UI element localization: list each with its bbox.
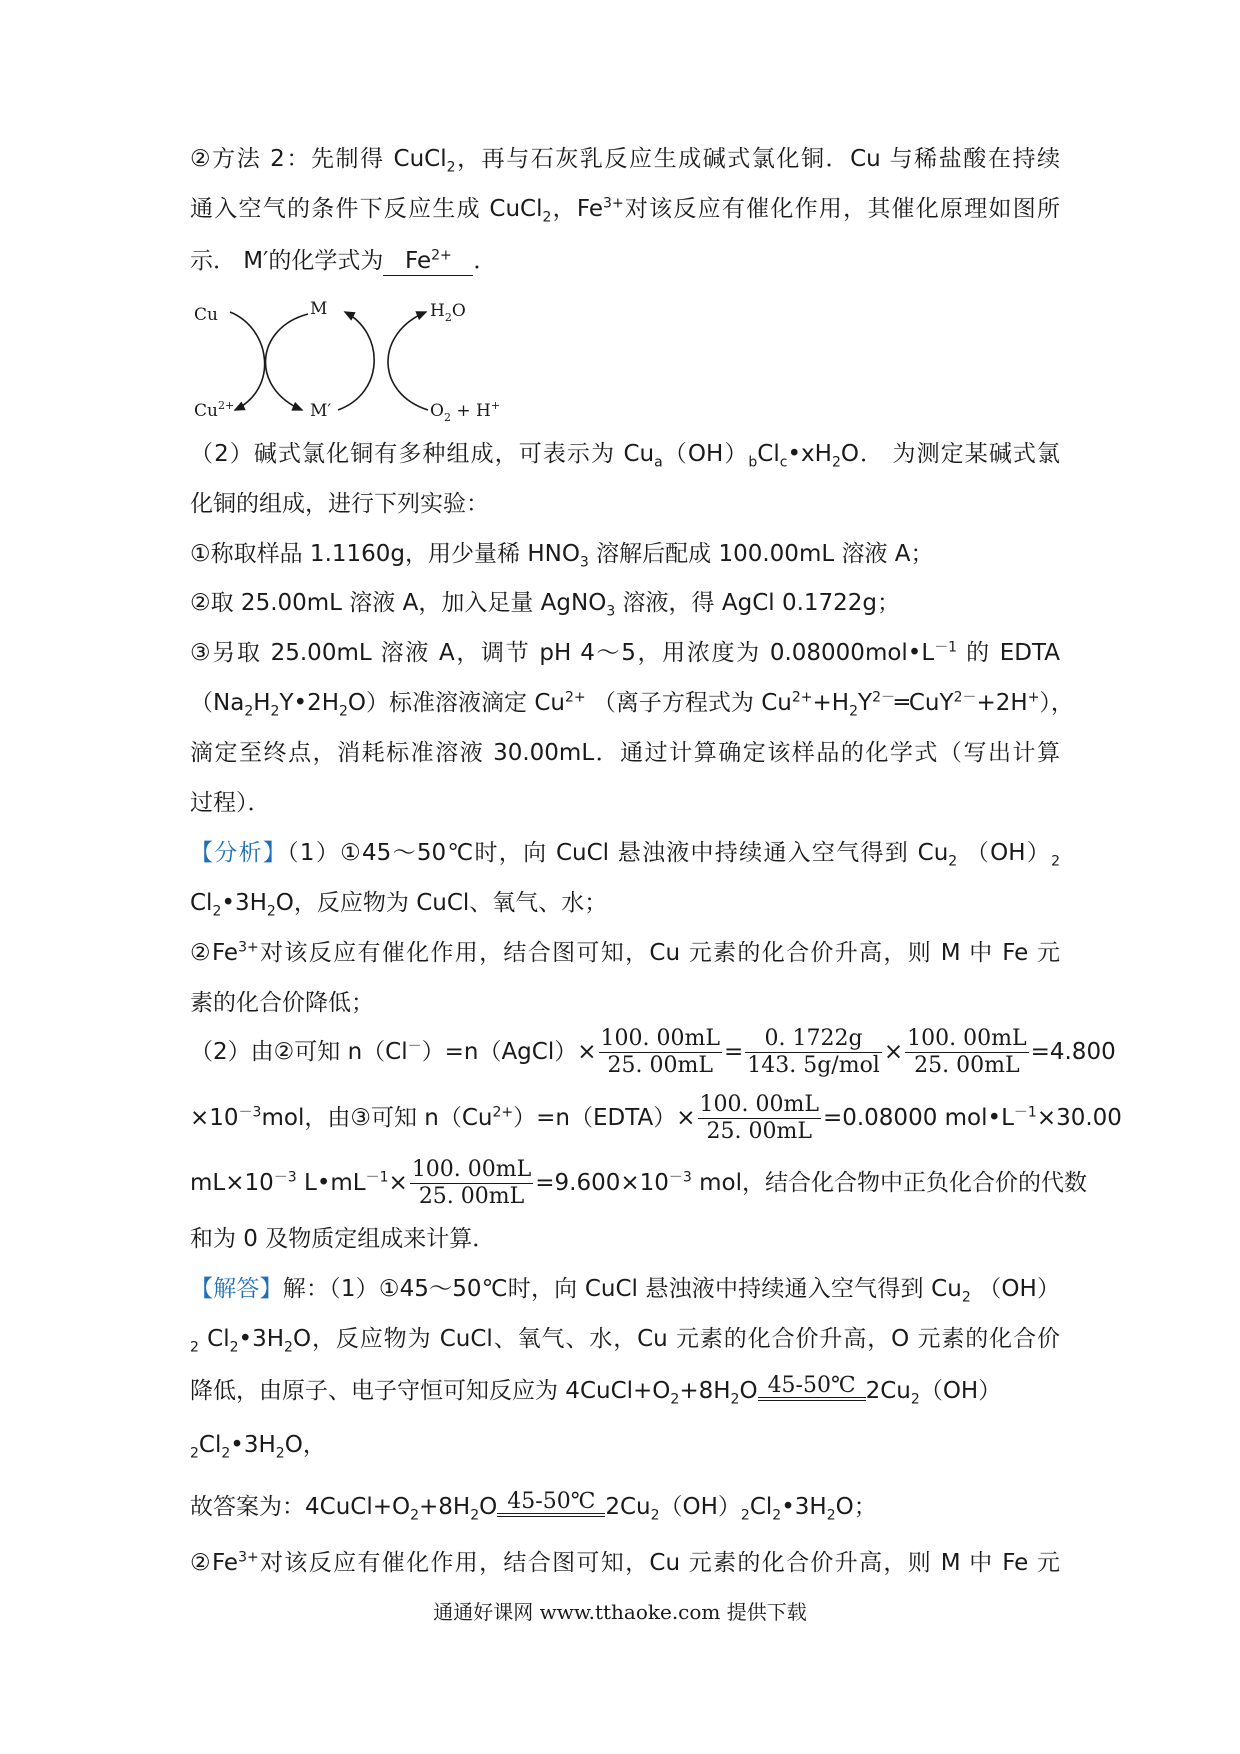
reaction-condition: 45-50℃ (758, 1375, 866, 1401)
fraction: $\frac{0. 1722g}{\text{143. 5g/mol}}$ (747, 1026, 880, 1078)
answer-blank: $Fe^{2+}$ (383, 247, 473, 276)
text-line: ②取 25.00mL 溶液 A，加入足量 AgNO$_3$ 溶液，得 AgCl 0.1722g； (190, 590, 901, 620)
text-line: 通入空气的条件下反应生成 CuCl$_2$，$Fe^{3+}$对该反应有催化作用，其催化原理如图所 (190, 195, 1061, 226)
text-line: $②Fe^{3+}$对该反应有催化作用，结合图可知，Cu 元素的化合价升高，则 M 中 Fe 元 (190, 1549, 1060, 1576)
m-label: M (310, 299, 328, 319)
text-line: ③另取 25.00mL 溶液 A，调节 pH 4～5，用浓度为 $0.08000mol•L^{-1}$ 的 EDTA (190, 639, 1060, 666)
cu-label: Cu (194, 305, 218, 325)
text-line: ②方法 2：先制得 CuCl$_2$，再与石灰乳反应生成碱式氯化铜．Cu 与稀盐酸在持续 (190, 146, 1061, 176)
text-line: 和为 0 及物质定组成来计算． (190, 1226, 496, 1252)
m-prime-label: M′ (310, 401, 332, 421)
equation-line: 降低，由原子、电子守恒可知反应为 $4CuCl+O_2+8H_2O$ 45-50℃ $2Cu_2(OH)$ (190, 1372, 1002, 1408)
text-line: $Cl_2•3H_2O$，反应物为 CuCl、氧气、水； (190, 890, 608, 920)
text-line: 过程）． (190, 790, 271, 816)
text-line: （2）碱式氯化铜有多种组成，可表示为 $Cu_a(OH)_bCl_c•xH_2O$． 为测定某碱式氯 (190, 441, 1060, 471)
calc-line: $mL\times 10^{-3}$ $L•mL^{-1}\times$ $\frac{100. 00mL}{25. 00mL}$ $=9.600\times 10^{-3}$ mol，结合化合物中正负化合价的代数 (190, 1157, 1088, 1209)
h2o-label: $H_2O$ (430, 301, 466, 324)
cycle-arrow (338, 312, 374, 410)
text-line: 素的化合价降低； (190, 990, 374, 1016)
text-line: $(Na_2H_2Y•2H_2O)$标准溶液滴定 $Cu^{2+}$ （离子方程式为 $Cu^{2+}+H_2Y^{2-}═CuY^{2-}+2H^+$）， (190, 689, 1074, 720)
text-line: $_2Cl_2•3H_2O$， (190, 1432, 326, 1462)
text-line: 化铜的组成，进行下列实验： (190, 491, 489, 517)
text-line: 滴定至终点，消耗标准溶液 30.00mL．通过计算确定该样品的化学式（写出计算 (190, 740, 1060, 766)
calc-line: $\times 10^{-3}mol$，由③可知 $n(Cu^{2+})=n(EDTA)\times$ $\frac{100. 00mL}{25. 00mL}$ =0.08000 $mol•L^{-1}\times 30.00$ (190, 1092, 1122, 1144)
cycle-arrow (230, 312, 265, 410)
text-line: $②Fe^{3+}$对该反应有催化作用，结合图可知，Cu 元素的化合价升高，则 M 中 Fe 元 (190, 939, 1060, 966)
page-footer: 通通好课网 www.tthaoke.com 提供下载 (433, 1600, 807, 1624)
catalysis-cycle-diagram (190, 298, 501, 428)
text-line: 示． M′的化学式为 $Fe^{2+}$ ． (190, 247, 497, 274)
solution-tag: 【解答】 (190, 1276, 283, 1302)
fraction: $\frac{100. 00mL}{25. 00mL}$ (907, 1026, 1027, 1078)
o2-h-label: $O_2 + H^+$ (430, 399, 501, 424)
reaction-condition: 45-50℃ (497, 1491, 605, 1517)
equation-line: 故答案为：$4CuCl+O_2+8H_2O$ 45-50℃ $2Cu_2(OH)_2Cl_2•3H_2O$； (190, 1488, 877, 1524)
cycle-arrow (266, 314, 308, 410)
text-line: ①称取样品 1.1160g，用少量稀 $HNO_3$ 溶解后配成 100.00mL 溶液 A； (190, 541, 934, 571)
text-line: $_2$ $Cl_2•3H_2O$，反应物为 CuCl、氧气、水，Cu 元素的化合价升高，O 元素的化合价 (190, 1326, 1060, 1356)
fraction: $\frac{100. 00mL}{25. 00mL}$ (600, 1026, 720, 1078)
cycle-arrow (388, 312, 428, 410)
cu2-label: $Cu^{2+}$ (194, 399, 235, 421)
analysis-tag: 【分析】 (190, 840, 288, 866)
fraction: $\frac{100. 00mL}{25. 00mL}$ (411, 1157, 532, 1209)
analysis-line: 【分析】（1）①45～50℃时，向 CuCl 悬浊液中持续通入空气得到 $Cu_2$ $(OH)_2$ (190, 840, 1060, 870)
fraction: $\frac{100. 00mL}{25. 00mL}$ (699, 1092, 819, 1144)
solution-line: 【解答】解：（1）①45～50℃时，向 CuCl 悬浊液中持续通入空气得到 $Cu_2$ （OH） (190, 1276, 1061, 1306)
calc-line: （2）由②可知 n（Cl－）=n（AgCl）× $\frac{100. 00mL}{25. 00mL}$ = $\frac{0. 1722g}{\text{143. 5g/mol}}$ × $\frac{100. 00mL}{25. 00mL}$ =4.800 (190, 1026, 1116, 1078)
